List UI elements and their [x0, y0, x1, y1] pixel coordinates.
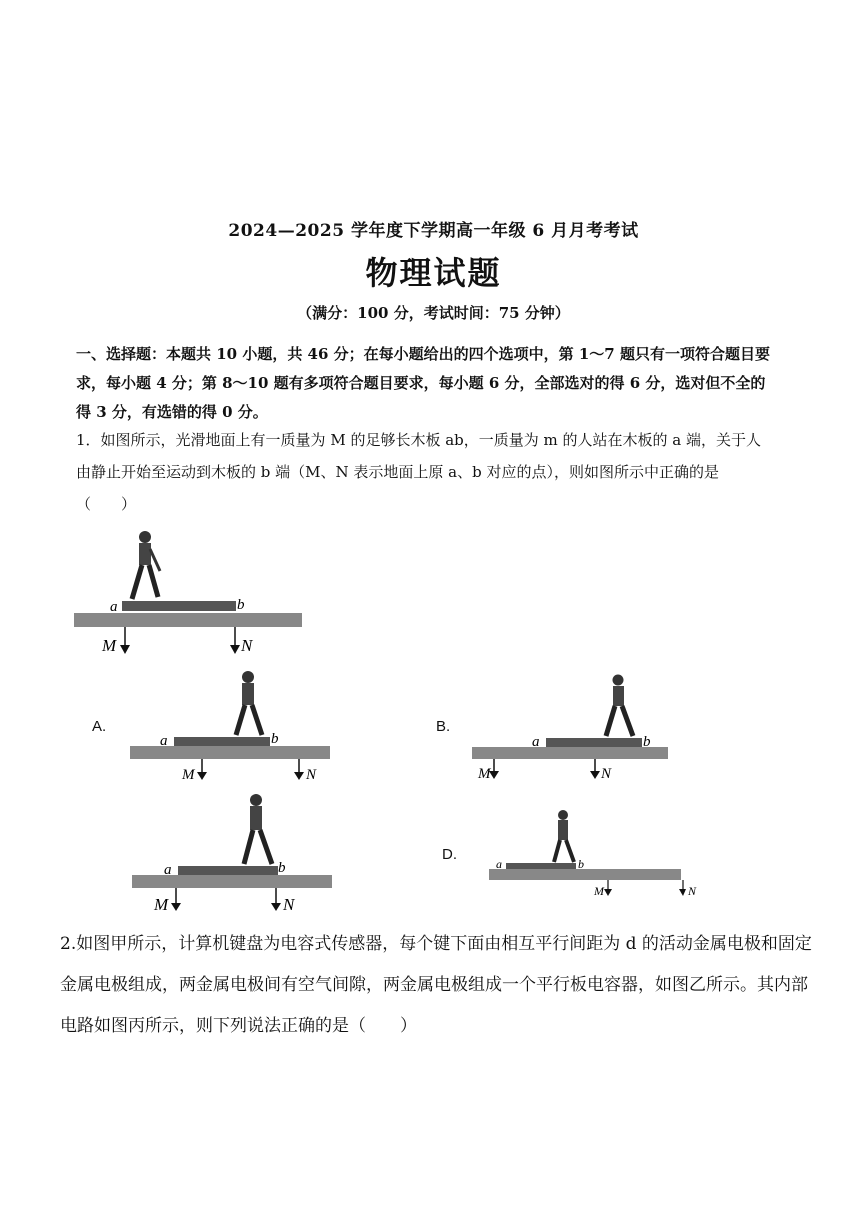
label-b: b: [578, 857, 584, 871]
label-b: b: [271, 731, 279, 747]
label-M: M: [478, 766, 491, 782]
arrow-down-icon: [120, 645, 130, 654]
arrow-down-icon: [230, 645, 240, 654]
label-a: a: [110, 599, 118, 615]
label-b: b: [643, 734, 651, 750]
arrow-down-icon: [604, 889, 612, 896]
label-b: b: [278, 860, 286, 876]
arrow-down-icon: [171, 903, 181, 911]
label-N: N: [241, 636, 253, 655]
question-2-text: 2.如图甲所示，计算机键盘为电容式传感器，每个键下面由相互平行间距为 d 的活动金属电极和固定金属电极组成，两金属电极间有空气间隙，两金属电极组成一个平行板电容器，如图乙所示。其内部电路如图丙所示，则下列说法正确的是（ ）: [60, 934, 812, 1036]
section-instructions: 一、选择题：本题共 10 小题，共 46 分；在每小题给出的四个选项中，第 1～7 题只有一项符合题目要求，每小题 4 分；第 8～10 题有多项符合题目要求，每小题 6 分，全部选对的得 6 分，选对但不全的得 3 分，有选错的得 0 分。: [76, 345, 770, 421]
arrow-down-icon: [197, 772, 207, 780]
score-info: （满分：100 分，考试时间：75 分钟）: [297, 304, 570, 322]
option-b-figure[interactable]: [468, 670, 678, 785]
arrow-down-icon: [590, 771, 600, 779]
ground: [74, 613, 302, 627]
label-M: M: [182, 767, 195, 783]
label-a: a: [496, 857, 502, 871]
label-b: b: [237, 597, 245, 613]
subject-title: 物理试题: [365, 254, 502, 292]
option-d-label[interactable]: D.: [442, 846, 457, 863]
arrow-down-icon: [294, 772, 304, 780]
arrow-down-icon: [679, 889, 686, 896]
option-d-figure[interactable]: [486, 806, 697, 906]
q1-main-figure: [70, 525, 310, 660]
label-a: a: [164, 862, 172, 878]
label-M: M: [102, 636, 117, 655]
question-1-text: 1．如图所示，光滑地面上有一质量为 M 的足够长木板 ab，一质量为 m 的人站在木板的 a 端，关于人由静止开始至运动到木板的 b 端（M、N 表示地面上原 a、b 对应的点），则如图所示中正确的是（ ）: [76, 431, 761, 513]
label-N: N: [688, 884, 697, 898]
label-a: a: [532, 734, 540, 750]
label-M: M: [594, 884, 604, 898]
arrow-down-icon: [489, 771, 499, 779]
exam-title: 2024—2025 学年度下学期高一年级 6 月月考考试: [228, 221, 639, 241]
option-b-label[interactable]: B.: [436, 718, 451, 735]
label-N: N: [283, 895, 295, 914]
label-N: N: [601, 766, 612, 782]
label-N: N: [306, 767, 317, 783]
plank: [122, 601, 236, 611]
person-figure: [132, 531, 160, 599]
option-c-figure[interactable]: [128, 790, 338, 915]
label-a: a: [160, 733, 168, 749]
option-a-figure[interactable]: [126, 665, 336, 785]
option-a-label[interactable]: A.: [92, 718, 107, 735]
arrow-down-icon: [271, 903, 281, 911]
label-M: M: [154, 895, 169, 914]
